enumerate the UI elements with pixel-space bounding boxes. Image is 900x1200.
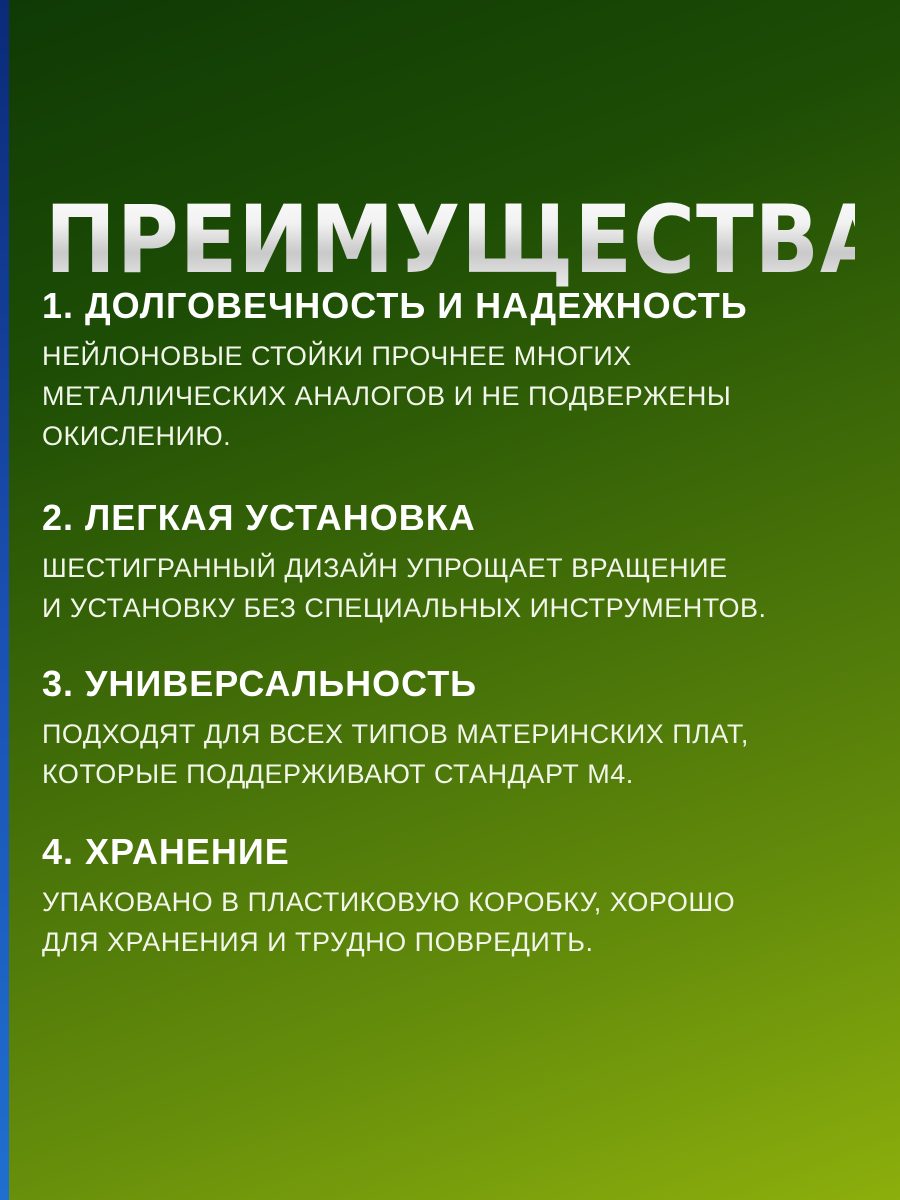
benefit-item-easy-install [42, 490, 767, 628]
benefit-description-line: ПОДХОДЯТ ДЛЯ ВСЕХ ТИПОВ МАТЕРИНСКИХ ПЛАТ, [42, 719, 749, 749]
benefit-heading: 3. УНИВЕРСАЛЬНОСТЬ [42, 663, 478, 704]
benefit-heading: 2. ЛЕГКАЯ УСТАНОВКА [42, 497, 476, 538]
benefit-description [42, 714, 749, 794]
benefit-heading: 4. ХРАНЕНИЕ [42, 831, 290, 872]
benefit-description-line: МЕТАЛЛИЧЕСКИХ АНАЛОГОВ И НЕ ПОДВЕРЖЕНЫ [42, 381, 732, 411]
benefit-description-line: ШЕСТИГРАННЫЙ ДИЗАЙН УПРОЩАЕТ ВРАЩЕНИЕ [42, 553, 728, 583]
benefit-description-line: ДЛЯ ХРАНЕНИЯ И ТРУДНО ПОВРЕДИТЬ. [42, 927, 594, 957]
benefit-item-storage [42, 824, 735, 962]
benefit-description-line: УПАКОВАНО В ПЛАСТИКОВУЮ КОРОБКУ, ХОРОШО [42, 887, 736, 917]
benefit-description-line: ОКИСЛЕНИЮ. [42, 421, 232, 451]
benefit-heading: 1. ДОЛГОВЕЧНОСТЬ И НАДЕЖНОСТЬ [42, 285, 748, 326]
benefit-item-durability [42, 278, 748, 456]
benefit-description-line: КОТОРЫЕ ПОДДЕРЖИВАЮТ СТАНДАРТ М4. [42, 759, 634, 789]
benefit-description [42, 336, 748, 456]
benefit-description-line: И УСТАНОВКУ БЕЗ СПЕЦИАЛЬНЫХ ИНСТРУМЕНТОВ. [42, 593, 767, 623]
benefit-description [42, 548, 767, 628]
page-title: ПРЕИМУЩЕСТВА [45, 181, 855, 301]
left-edge-stripe [0, 0, 9, 1200]
benefit-description-line: НЕЙЛОНОВЫЕ СТОЙКИ ПРОЧНЕЕ МНОГИХ [42, 341, 632, 371]
benefit-description [42, 882, 735, 962]
benefit-item-universality [42, 656, 749, 794]
